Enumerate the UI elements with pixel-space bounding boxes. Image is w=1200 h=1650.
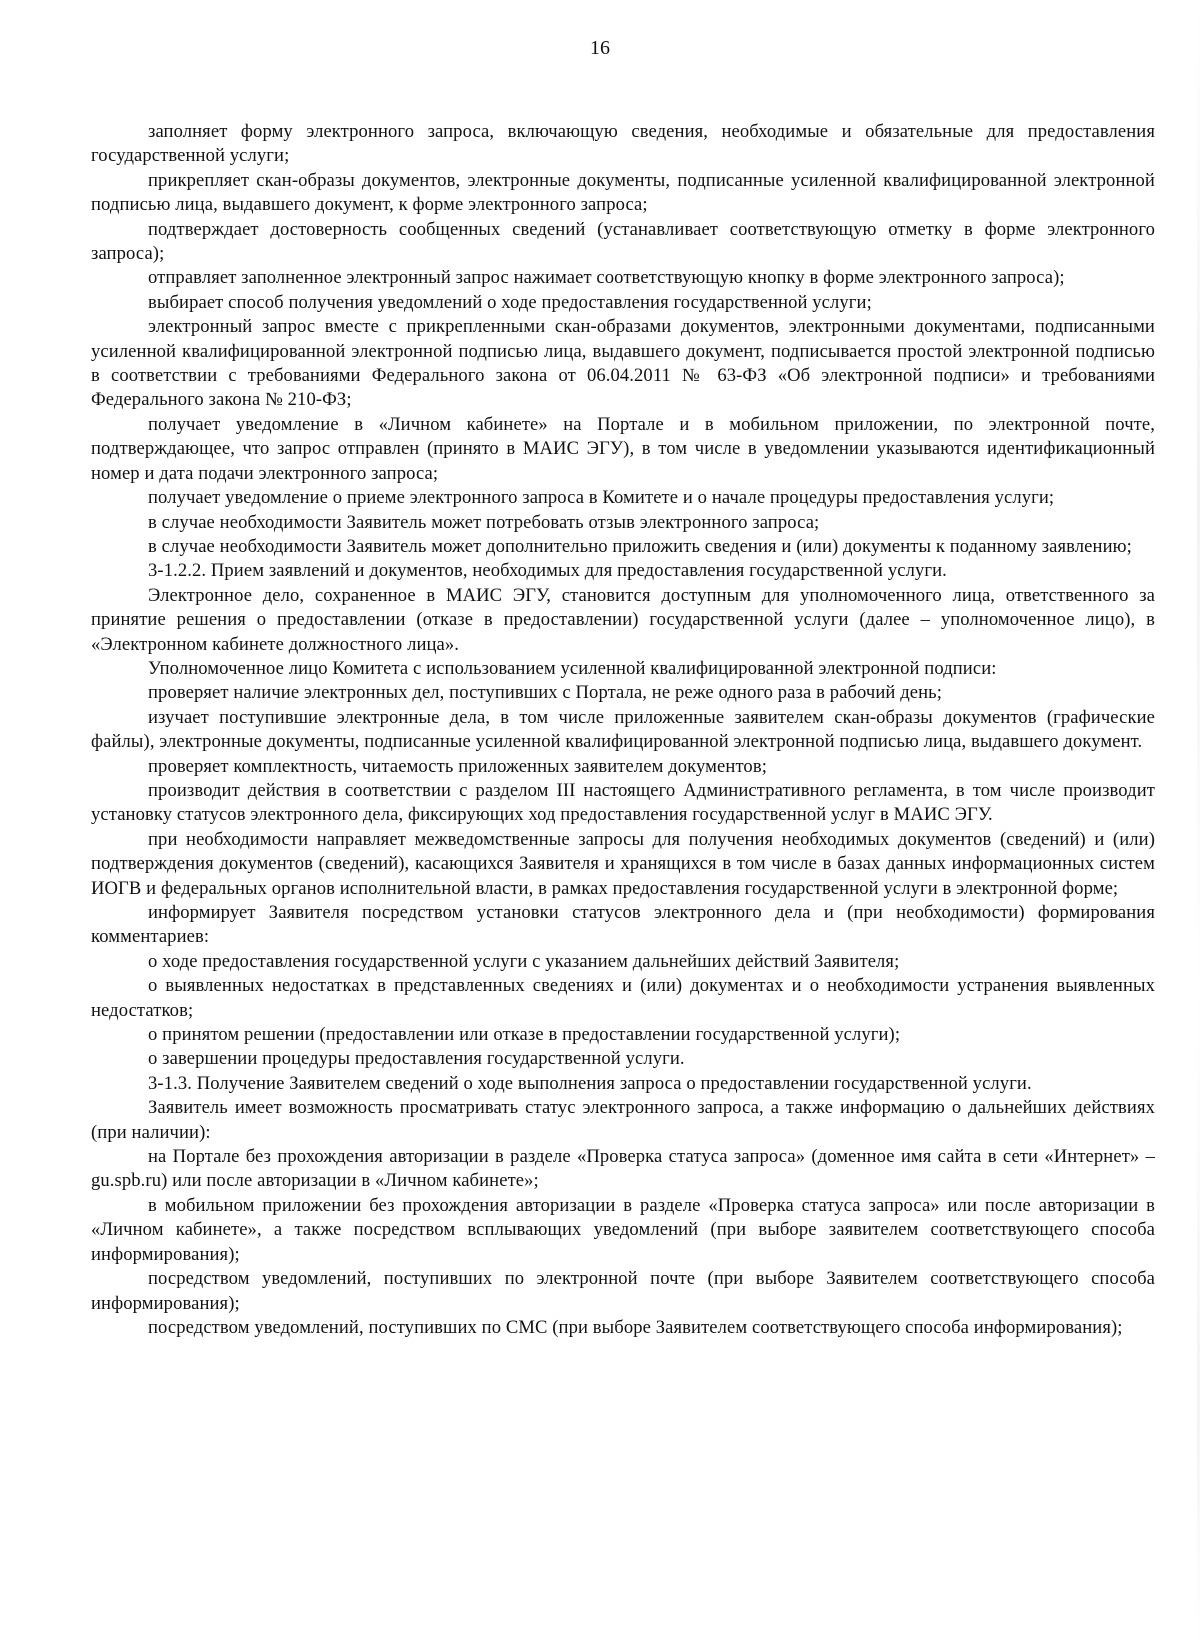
paragraph: посредством уведомлений, поступивших по электронной почте (при выборе Заявителем соответствующего способа информирования); [91, 1268, 1155, 1314]
section-heading: 3-1.2.2. Прием заявлений и документов, необходимых для предоставления государственной услуги. [148, 560, 947, 582]
paragraph: Электронное дело, сохраненное в МАИС ЭГУ, становится доступным для уполномоченного лица, ответственного за принятие решения о предоставлении (отказе в предоставлении) государственной услуги (далее – уполномоченное лицо), в «Электронном кабинете должностного лица». [91, 584, 1155, 655]
paragraph: отправляет заполненное электронный запрос нажимает соответствующую кнопку в форме электронного запроса); [148, 267, 1065, 289]
paragraph: о завершении процедуры предоставления государственной услуги. [148, 1048, 685, 1070]
paragraph: получает уведомление о приеме электронного запроса в Комитете и о начале процедуры предоставления услуги; [148, 487, 1055, 509]
section-heading: 3-1.3. Получение Заявителем сведений о ходе выполнения запроса о предоставлении государственной услуги. [148, 1072, 1032, 1094]
paragraph: в случае необходимости Заявитель может дополнительно приложить сведения и (или) документы к поданному заявлению; [148, 535, 1132, 557]
paragraph: проверяет наличие электронных дел, поступивших с Портала, не реже одного раза в рабочий день; [148, 682, 943, 704]
paragraph: Уполномоченное лицо Комитета с использованием усиленной квалифицированной электронной подписи: [148, 657, 997, 679]
paragraph: на Портале без прохождения авторизации в разделе «Проверка статуса запроса» (доменное имя сайта в сети «Интернет» – gu.spb.ru) или после авторизации в «Личном кабинете»; [91, 1146, 1155, 1192]
paragraph: прикрепляет скан-образы документов, электронные документы, подписанные усиленной квалифицированной электронной подписью лица, выдавшего документ, к форме электронного запроса; [91, 169, 1155, 216]
paragraph: подтверждает достоверность сообщенных сведений (устанавливает соответствующую отметку в форме электронного запроса); [91, 218, 1155, 265]
paragraph: посредством уведомлений, поступивших по СМС (при выборе Заявителем соответствующего способа информирования); [148, 1316, 1123, 1338]
paragraph: выбирает способ получения уведомлений о ходе предоставления государственной услуги; [148, 291, 872, 313]
paragraph: Заявитель имеет возможность просматривать статус электронного запроса, а также информацию о дальнейших действиях (при наличии): [91, 1097, 1155, 1143]
paragraph: производит действия в соответствии с разделом III настоящего Административного регламента, в том числе производит установку статусов электронного дела, фиксирующих ход предоставления государственной услуг в МАИС ЭГУ. [91, 779, 1155, 826]
paragraph: при необходимости направляет межведомственные запросы для получения необходимых документов (сведений) и (или) подтверждения документов (сведений), касающихся Заявителя и хранящихся в том числе в базах данных информационных систем ИОГВ и федеральных органов исполнительной власти, в рамках предоставления государственной услуги в электронной форме; [91, 828, 1155, 899]
paragraph: в случае необходимости Заявитель может потребовать отзыв электронного запроса; [148, 511, 820, 533]
paragraph: в мобильном приложении без прохождения авторизации в разделе «Проверка статуса запроса» или после авторизации в «Личном кабинете», а также посредством всплывающих уведомлений (при выборе заявителем соответствующего способа информирования); [91, 1194, 1155, 1265]
paragraph: о ходе предоставления государственной услуги с указанием дальнейших действий Заявителя; [148, 950, 900, 972]
document-body [91, 120, 1155, 1340]
paragraph: заполняет форму электронного запроса, включающую сведения, необходимые и обязательные для предоставления государственной услуги; [91, 121, 1155, 167]
paragraph: проверяет комплектность, читаемость приложенных заявителем документов; [148, 755, 767, 777]
paragraph: о принятом решении (предоставлении или отказе в предоставлении государственной услуги); [148, 1024, 901, 1046]
paragraph: информирует Заявителя посредством установки статусов электронного дела и (при необходимости) формирования комментариев: [91, 902, 1155, 948]
page-number: 16 [590, 37, 610, 59]
paragraph: о выявленных недостатках в представленных сведениях и (или) документах и о необходимости устранения выявленных недостатков; [91, 975, 1155, 1021]
paragraph: электронный запрос вместе с прикрепленными скан-образами документов, электронными документами, подписанными усиленной квалифицированной электронной подписью лица, выдавшего документ, подписывается простой электронной подписью в соответствии с требованиями Федерального закона от 06.04.2011 № 63-ФЗ «Об электронной подписи» и требованиями Федерального закона № 210-ФЗ; [91, 316, 1155, 411]
paragraph: изучает поступившие электронные дела, в том числе приложенные заявителем скан-образы документов (графические файлы), электронные документы, подписанные усиленной квалифицированной электронной подписью лица, выдавшего документ. [91, 706, 1155, 753]
paragraph: получает уведомление в «Личном кабинете» на Портале и в мобильном приложении, по электронной почте, подтверждающее, что запрос отправлен (принято в МАИС ЭГУ), в том числе в уведомлении указываются идентификационный номер и дата подачи электронного запроса; [91, 413, 1155, 484]
